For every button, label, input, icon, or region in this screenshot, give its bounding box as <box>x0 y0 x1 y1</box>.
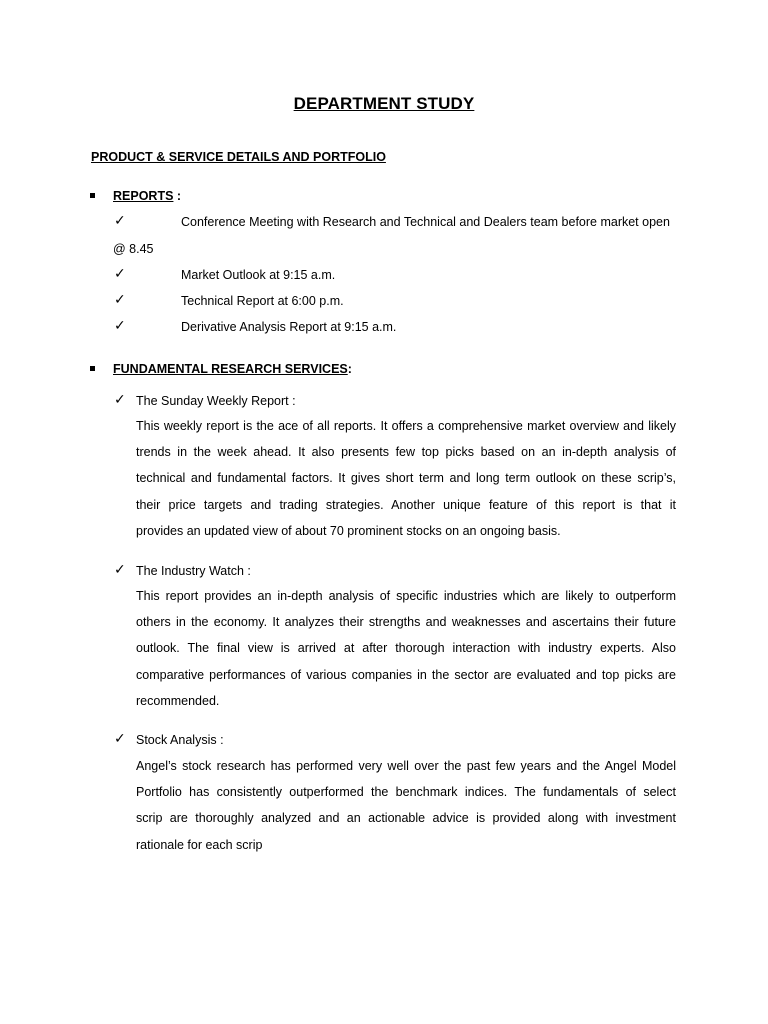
reports-heading <box>113 189 181 203</box>
sunday-weekly-report-body <box>136 413 676 544</box>
square-bullet-icon <box>90 366 95 371</box>
stock-analysis-body <box>136 753 676 858</box>
stock-analysis-title: Stock Analysis : <box>136 733 224 747</box>
paragraph-line: others in the economy. It analyzes their strengths and weaknesses and ascertains their future <box>136 615 676 630</box>
checkmark-icon: ✓ <box>114 731 126 747</box>
sunday-weekly-report-title: The Sunday Weekly Report : <box>136 394 296 408</box>
paragraph-line: Portfolio has consistently outperformed the benchmark indices. The fundamentals of select <box>136 785 676 800</box>
paragraph-line: rationale for each scrip <box>136 837 263 852</box>
section-subtitle: PRODUCT & SERVICE DETAILS AND PORTFOLIO <box>91 150 386 164</box>
paragraph-line: Angel’s stock research has performed very well over the past few years and the Angel Model <box>136 759 676 773</box>
square-bullet-icon <box>90 193 95 198</box>
paragraph-line: trends in the week ahead. It also presents few top picks based on an in-depth analysis of <box>136 445 676 460</box>
paragraph-line: comparative performances of various companies in the sector are evaluated and top picks are <box>136 667 676 682</box>
checkmark-icon: ✓ <box>114 266 126 282</box>
report-item-market-outlook: Market Outlook at 9:15 a.m. <box>181 268 336 282</box>
checkmark-icon: ✓ <box>114 392 126 408</box>
fundamental-heading <box>113 362 352 376</box>
fundamental-heading-label: FUNDAMENTAL RESEARCH SERVICES <box>113 362 348 376</box>
checkmark-icon: ✓ <box>114 213 126 229</box>
checkmark-icon: ✓ <box>114 562 126 578</box>
paragraph-line: recommended. <box>136 693 220 708</box>
report-item-conference-time: @ 8.45 <box>113 242 154 256</box>
checkmark-icon: ✓ <box>114 318 126 334</box>
report-item-conference: Conference Meeting with Research and Technical and Dealers team before market open <box>181 215 670 229</box>
report-item-derivative: Derivative Analysis Report at 9:15 a.m. <box>181 320 397 334</box>
paragraph-line: technical and fundamental factors. It gives short term and long term outlook on these scrip’s, <box>136 471 676 486</box>
paragraph-line: This weekly report is the ace of all reports. It offers a comprehensive market overview and likely <box>136 419 676 433</box>
paragraph-line: outlook. The final view is arrived at after thorough interaction with industry experts. Also <box>136 641 676 656</box>
checkmark-icon: ✓ <box>114 292 126 308</box>
paragraph-line: their price targets and trading strategies. Another unique feature of this report is that it <box>136 497 676 512</box>
fundamental-heading-suffix: : <box>347 362 352 376</box>
page-title: DEPARTMENT STUDY <box>293 94 475 113</box>
reports-heading-suffix: : <box>173 189 182 203</box>
paragraph-line: provides an updated view of about 70 prominent stocks on an ongoing basis. <box>136 523 561 538</box>
industry-watch-body <box>136 583 676 714</box>
industry-watch-title: The Industry Watch : <box>136 564 251 578</box>
paragraph-line: scrip are thoroughly analyzed and an actionable advice is provided along with investment <box>136 811 676 826</box>
reports-heading-label: REPORTS <box>113 189 174 203</box>
report-item-technical: Technical Report at 6:00 p.m. <box>181 294 344 308</box>
paragraph-line: This report provides an in-depth analysis of specific industries which are likely to outperform <box>136 589 676 603</box>
